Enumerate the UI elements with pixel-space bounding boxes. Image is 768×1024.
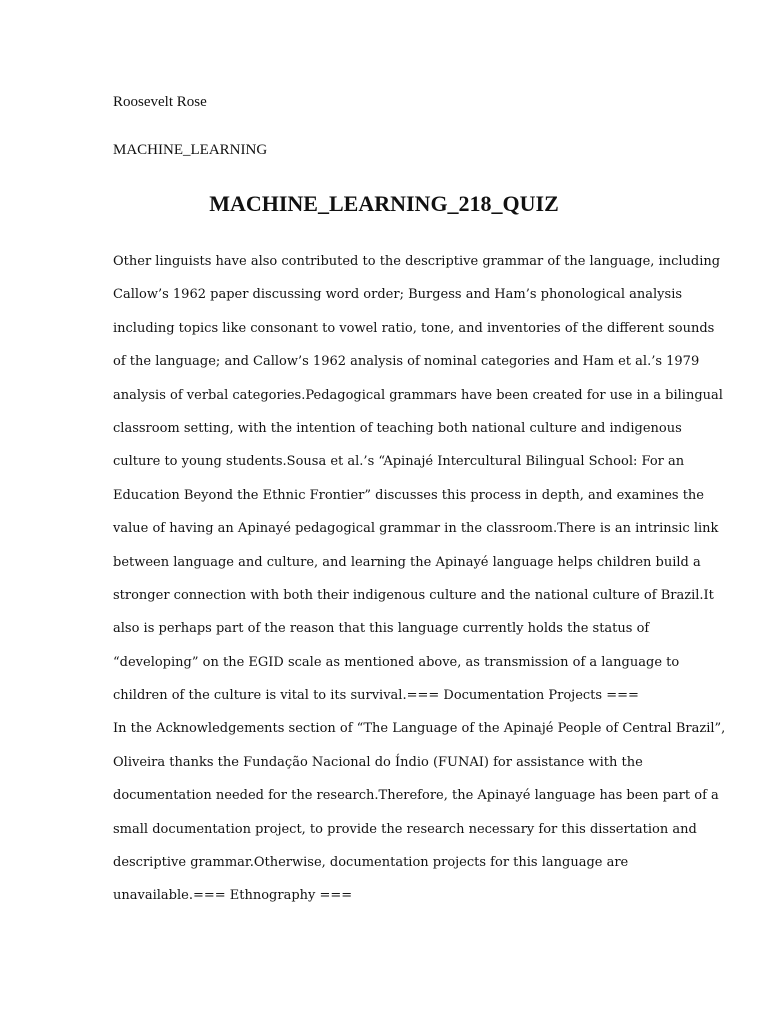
text-line: descriptive grammar.Otherwise, documentation projects for this language are xyxy=(113,855,629,871)
text-line: children of the culture is vital to its survival.=== Documentation Projects === xyxy=(113,688,639,704)
text-line: small documentation project, to provide the research necessary for this dissertation and xyxy=(113,821,697,837)
text-line: classroom setting, with the intention of teaching both national culture and indigenous xyxy=(113,420,682,436)
text-line: also is perhaps part of the reason that this language currently holds the status of xyxy=(113,621,650,637)
text-line: analysis of verbal categories.Pedagogical grammars have been created for use in a bilingual xyxy=(113,387,723,403)
author-name: Roosevelt Rose xyxy=(113,94,207,110)
text-line: unavailable.=== Ethnography === xyxy=(113,888,353,904)
text-line: Education Beyond the Ethnic Frontier” discusses this process in depth, and examines the xyxy=(113,487,704,503)
text-line: value of having an Apinayé pedagogical grammar in the classroom.There is an intrinsic link xyxy=(113,521,719,537)
text-line: including topics like consonant to vowel ratio, tone, and inventories of the different sounds xyxy=(113,320,715,336)
body-paragraph xyxy=(113,251,726,919)
text-line: culture to young students.Sousa et al.’s “Apinajé Intercultural Bilingual School: For an xyxy=(113,454,685,470)
text-line: Callow’s 1962 paper discussing word order; Burgess and Ham’s phonological analysis xyxy=(113,287,683,303)
text-line: Other linguists have also contributed to the descriptive grammar of the language, including xyxy=(113,254,721,269)
text-line: stronger connection with both their indigenous culture and the national culture of Brazil.It xyxy=(113,587,714,603)
text-line: documentation needed for the research.Therefore, the Apinayé language has been part of a xyxy=(113,788,719,804)
document-title: MACHINE_LEARNING_218_QUIZ xyxy=(209,191,559,216)
course-name: MACHINE_LEARNING xyxy=(113,142,268,158)
text-line: In the Acknowledgements section of “The Language of the Apinajé People of Central Brazil”, xyxy=(113,721,726,737)
text-line: of the language; and Callow’s 1962 analysis of nominal categories and Ham et al.’s 1979 xyxy=(113,354,700,370)
text-line: Oliveira thanks the Fundação Nacional do Índio (FUNAI) for assistance with the xyxy=(113,754,643,770)
text-line: “developing” on the EGID scale as mentioned above, as transmission of a language to xyxy=(113,654,680,670)
text-line: between language and culture, and learning the Apinayé language helps children build a xyxy=(113,554,701,570)
